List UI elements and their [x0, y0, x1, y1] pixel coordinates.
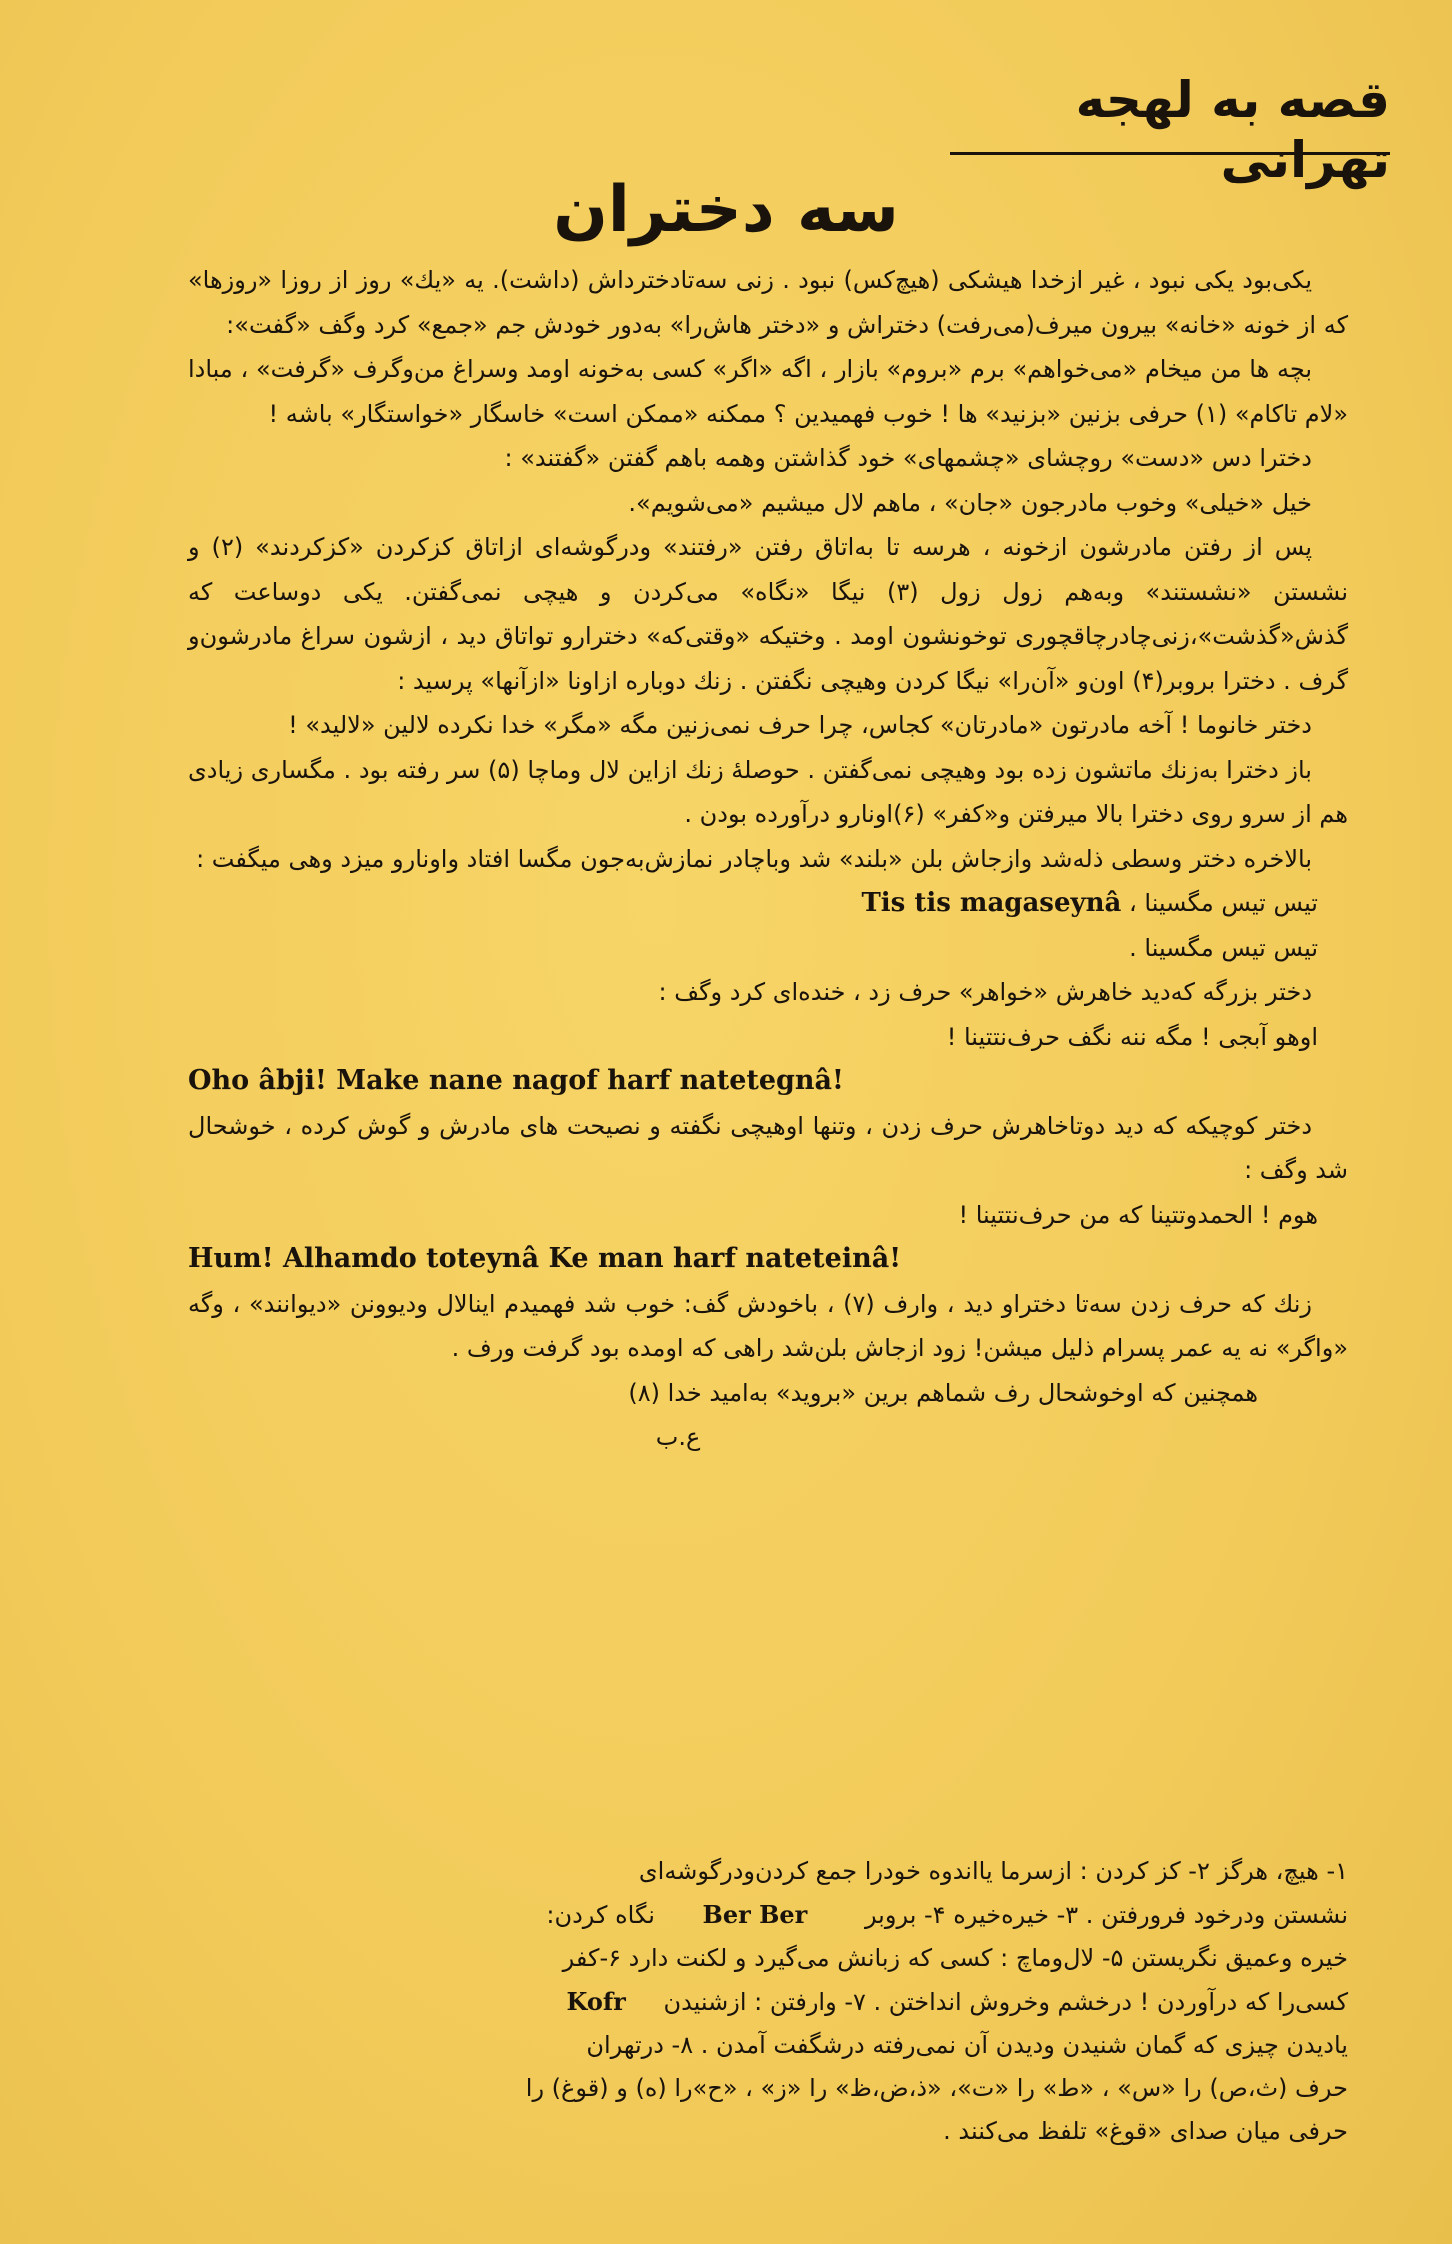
story-body [188, 258, 1348, 1460]
paragraph: باز دخترا به‌زنك ماتشون زده بود وهیچی نمی‌گفتن . حوصلهٔ زنك ازاین لال وماچا (۵) سر رفته بود . مگساری زیادی هم از سرو روی دخترا بالا میرفتن و«کفر» (۶)اونارو درآورده بودن . [188, 755, 1348, 828]
verse-line-persian: تیس تیس مگسینا ، [1129, 889, 1318, 917]
paragraph: بچه ها من میخام «می‌خواهم» برم «بروم» بازار ، اگه «اگر» کسی به‌خونه اومد وسراغ من‌وگرف «گرفت» ، مبادا «لام تاکام» (۱) حرفی بزنین «بزنید» ها ! خوب فهمیدین ؟ ممکنه «ممکن است» خاسگار «خواستگار» باشه ! [188, 355, 1348, 428]
footnote-transliteration: Ber Ber [702, 1900, 808, 1929]
section-title: قصه به لهجه تهرانی [1075, 71, 1390, 189]
footnote-line: حرف (ث،ص) را «س» ، «ط» را «ت»، «ذ،ض،ظ» را «ز» ، «ح»را (ه) و (قوغ) را [525, 2074, 1348, 2102]
footnote-line: خیره وعمیق نگریستن ۵- لال‌وماچ : کسی که زبانش می‌گیرد و لکنت دارد ۶-کفر [562, 1944, 1348, 1972]
footnote-text: نشستن ودرخود فرورفتن . ۳- خیره‌خیره ۴- بروبر [864, 1901, 1348, 1929]
paragraph: دختر کوچیکه که دید دوتاخاهرش حرف زدن ، وتنها اوهیچی نگفته و نصیحت های مادرش و گوش کرده ، خوشحال شد وگف : [188, 1111, 1348, 1184]
paragraph: دخترا دس «دست» روچشای «چشمهای» خود گذاشتن وهمه باهم گفتن «گفتند» : [504, 444, 1312, 472]
author-signature: ع.ب [655, 1423, 701, 1451]
paragraph: دختر خانوما ! آخه مادرتون «مادرتان» کجاس، چرا حرف نمی‌زنین مگه «مگر» خدا نکرده لالین «لالید» ! [288, 711, 1312, 739]
paragraph: یکی‌بود یکی نبود ، غیر ازخدا هیشکی (هیچ‌کس) نبود . زنی سه‌تادختر‌داش (داشت). یه «یك» روز از روزا «روزها» که از خونه «خانه» بیرون میرف(می‌رفت) دختراش و «دختر هاش‌را» به‌دور خودش جم «جمع» کرد وگف «گفت»: [188, 266, 1348, 339]
paragraph: پس از رفتن مادرشون ازخونه ، هرسه تا به‌اتاق رفتن «رفتند» ودرگوشه‌ای ازاتاق کزکردن «کزکردند» (۲) و نشستن «نشستند» وبه‌هم زول زول (۳) نیگا «نگاه» می‌کردن و هیچی نمی‌گفتن. یکی دوساعت که گذش«گذشت»،زنی‌چادرچاقچوری توخونشون اومد . وختیکه «وقتی‌که» دخترارو تواتاق دید ، ازشون سراغ مادرشون‌و گرف . دخترا بروبر(۴) اون‌و «آن‌را» نیگا کردن وهیچی نگفتن . زنك دوباره ازاونا «ازآنها» پرسید : [188, 533, 1348, 695]
footnote-text: کسی‌را که درآوردن ! درخشم وخروش انداختن . ۷- وارفتن : ازشنیدن [663, 1988, 1348, 2016]
paragraph: بالاخره دختر وسطی ذله‌شد وازجاش بلن «بلند» شد وباچادر نمازش‌به‌جون مگسا افتاد واونارو میزد وهی میگفت : [196, 844, 1312, 873]
paragraph: خیل «خیلی» وخوب مادرجون «جان» ، ماهم لال میشیم «می‌شویم». [628, 488, 1312, 517]
quote-persian: اوهو آبجی ! مگه ننه نگف حرف‌نتتینا ! [946, 1022, 1318, 1051]
quote-transliteration: Oho âbji! Make nane nagof harf natetegnâ! [188, 1065, 844, 1096]
paragraph: زنك که حرف زدن سه‌تا دختراو دید ، وارف (۷) ، باخودش گف: خوب شد فهمیدم اینالال ودیوونن «دیوانند» ، وگه «واگر» نه یه عمر پسرام ذلیل میشن! زود ازجاش بلن‌شد راهی که اومده بود گرفت ورف . [188, 1289, 1348, 1362]
quote-persian: هوم ! الحمدوتتینا که من حرف‌نتتینا ! [958, 1200, 1318, 1229]
footnote-text: نگاه کردن: [546, 1901, 655, 1929]
footnote-line [188, 1893, 1348, 1937]
paragraph: دختر بزرگه که‌دید خاهرش «خواهر» حرف زد ، خنده‌ای کرد وگف : [658, 978, 1312, 1006]
verse-line-transliteration: Tis tis magaseynâ [861, 888, 1122, 918]
footnote-line: ۱- هیچ، هرگز ۲- کز کردن : ازسرما یااندوه خودرا جمع کردن‌ودرگوشه‌ای [638, 1857, 1348, 1885]
verse-line: تیس تیس مگسینا . [1129, 933, 1318, 962]
footnote-transliteration: Kofr [566, 1987, 626, 2016]
quote-transliteration: Hum! Alhamdo toteynâ Ke man harf nateteinâ! [188, 1243, 902, 1274]
footnote-line: یادیدن چیزی که گمان شنیدن ودیدن آن نمی‌رفته درشگفت آمدن . ۸- درتهران [586, 2031, 1348, 2059]
verse-line [188, 881, 1348, 926]
closing-line: همچنین که اوخوشحال رف شماهم برین «بروید» به‌امید خدا (۸) [628, 1378, 1258, 1407]
footnotes [188, 1850, 1348, 2153]
section-divider [950, 152, 1390, 155]
footnote-line [188, 1980, 1348, 2024]
story-title: سه دختران [553, 173, 899, 247]
footnote-line: حرفی میان صدای «قوغ» تلفظ می‌کنند . [943, 2117, 1348, 2145]
